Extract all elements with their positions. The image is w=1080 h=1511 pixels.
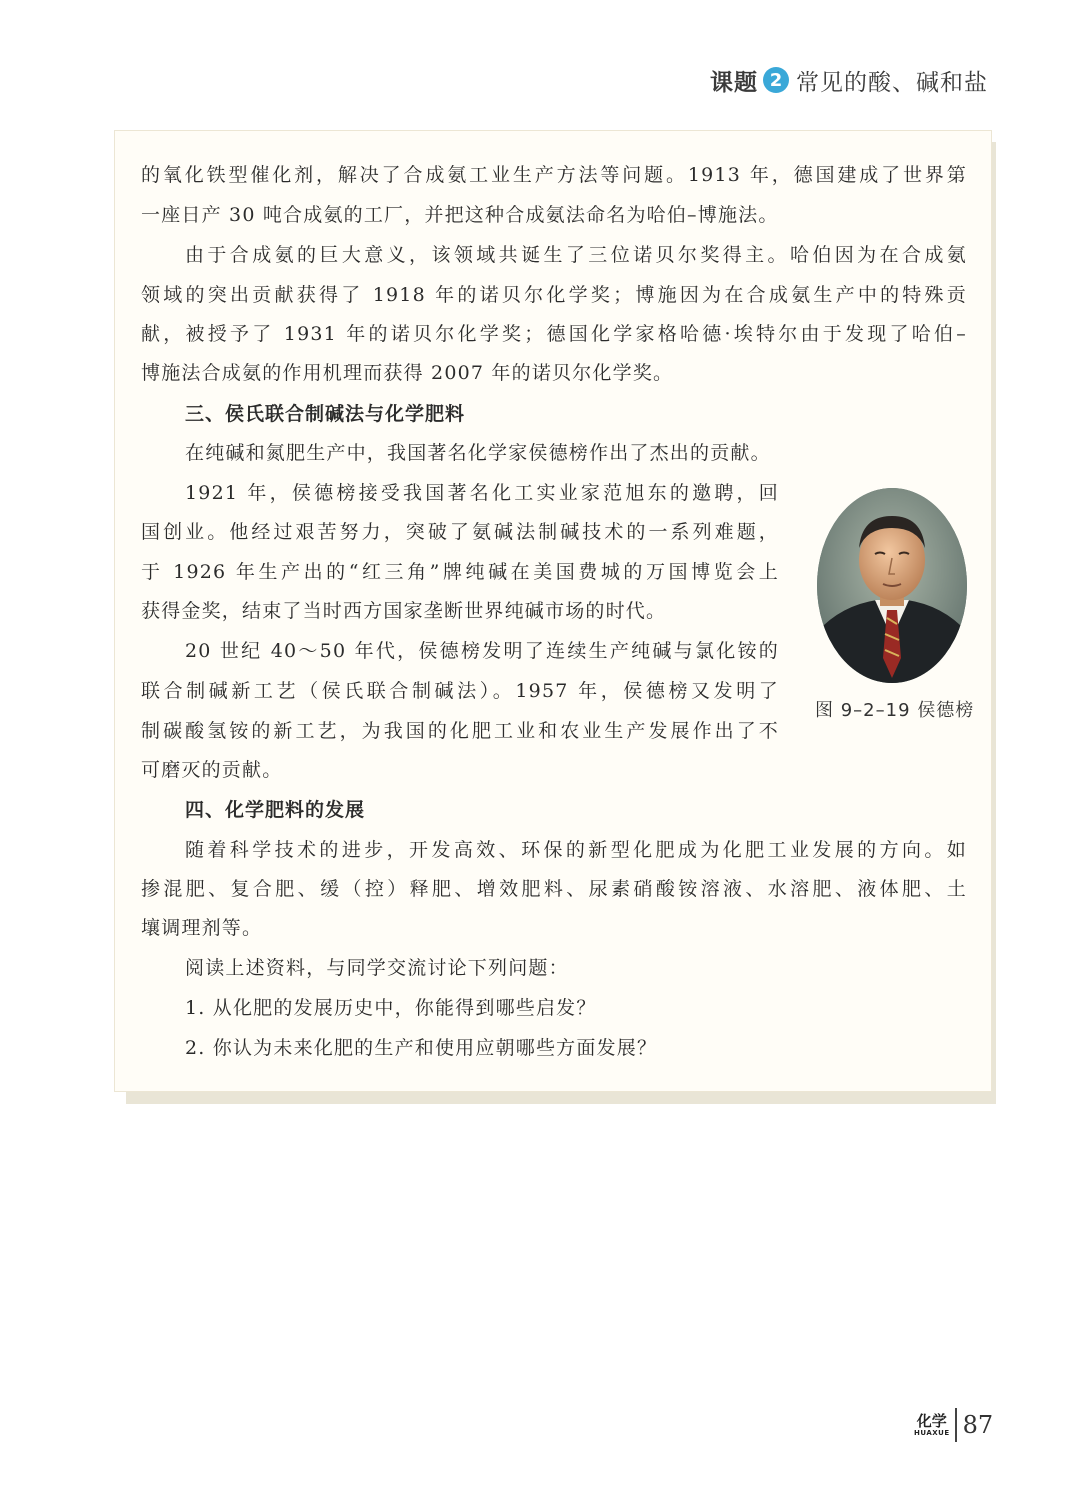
paragraph-line: 于 1926 年生产出的“红三角”牌纯碱在美国费城的万国博览会上 [141, 561, 779, 583]
paragraph-line: 由于合成氨的巨大意义，该领域共诞生了三位诺贝尔奖得主。哈伯因为在合成氨 [185, 244, 967, 266]
chapter-header [710, 60, 988, 100]
page-number: 87 [962, 1411, 994, 1439]
paragraph-line: 献，被授予了 1931 年的诺贝尔化学奖；德国化学家格哈德·埃特尔由于发现了哈伯– [141, 323, 967, 345]
paragraph-line: 联合制碱新工艺（侯氏联合制碱法）。1957 年，侯德榜又发明了 [141, 680, 779, 702]
paragraph-line: 随着科学技术的进步，开发高效、环保的新型化肥成为化肥工业发展的方向。如 [185, 839, 967, 861]
page-footer [914, 1408, 993, 1442]
section-number-badge: 2 [763, 67, 789, 93]
section-heading: 三、侯氏联合制碱法与化学肥料 [185, 403, 466, 425]
paragraph-line: 可磨灭的贡献。 [141, 759, 283, 781]
header-prefix: 课题 [710, 69, 758, 96]
paragraph-line: 制碳酸氢铵的新工艺，为我国的化肥工业和农业生产发展作出了不 [141, 720, 779, 742]
paragraph-line: 博施法合成氨的作用机理而获得 2007 年的诺贝尔化学奖。 [141, 362, 674, 384]
paragraph-line: 国创业。他经过艰苦努力，突破了氨碱法制碱技术的一系列难题， [141, 521, 779, 543]
paragraph-line: 在纯碱和氮肥生产中，我国著名化学家侯德榜作出了杰出的贡献。 [185, 442, 771, 464]
question-item: 2. 你认为未来化肥的生产和使用应朝哪些方面发展？ [185, 1037, 658, 1059]
section-heading: 四、化学肥料的发展 [185, 799, 366, 821]
paragraph-line: 领域的突出贡献获得了 1918 年的诺贝尔化学奖；博施因为在合成氨生产中的特殊贡 [141, 284, 967, 306]
paragraph-line: 掺混肥、复合肥、缓（控）释肥、增效肥料、尿素硝酸铵溶液、水溶肥、液体肥、土 [141, 878, 967, 900]
paragraph-line: 获得金奖，结束了当时西方国家垄断世界纯碱市场的时代。 [141, 600, 667, 622]
subject-pinyin: HUAXUE [914, 1428, 950, 1437]
footer-divider [955, 1408, 957, 1442]
paragraph-line: 1921 年，侯德榜接受我国著名化工实业家范旭东的邀聘，回 [185, 482, 779, 504]
paragraph-line: 阅读上述资料，与同学交流讨论下列问题： [185, 957, 569, 979]
paragraph-line: 20 世纪 40～50 年代，侯德榜发明了连续生产纯碱与氯化铵的 [185, 640, 779, 662]
paragraph-line: 壤调理剂等。 [141, 917, 263, 939]
portrait-illustration [817, 488, 967, 683]
paragraph-line: 一座日产 30 吨合成氨的工厂，并把这种合成氨法命名为哈伯–博施法。 [141, 204, 779, 226]
question-item: 1. 从化肥的发展历史中，你能得到哪些启发？ [185, 997, 597, 1019]
figure-caption: 图 9–2–19 侯德榜 [815, 700, 975, 721]
header-title: 常见的酸、碱和盐 [796, 69, 988, 96]
subject-name: 化学 [916, 1411, 947, 1430]
paragraph-line: 的氧化铁型催化剂，解决了合成氨工业生产方法等问题。1913 年，德国建成了世界第 [141, 164, 967, 186]
portrait-photo [817, 488, 967, 683]
subject-logo [914, 1413, 950, 1438]
